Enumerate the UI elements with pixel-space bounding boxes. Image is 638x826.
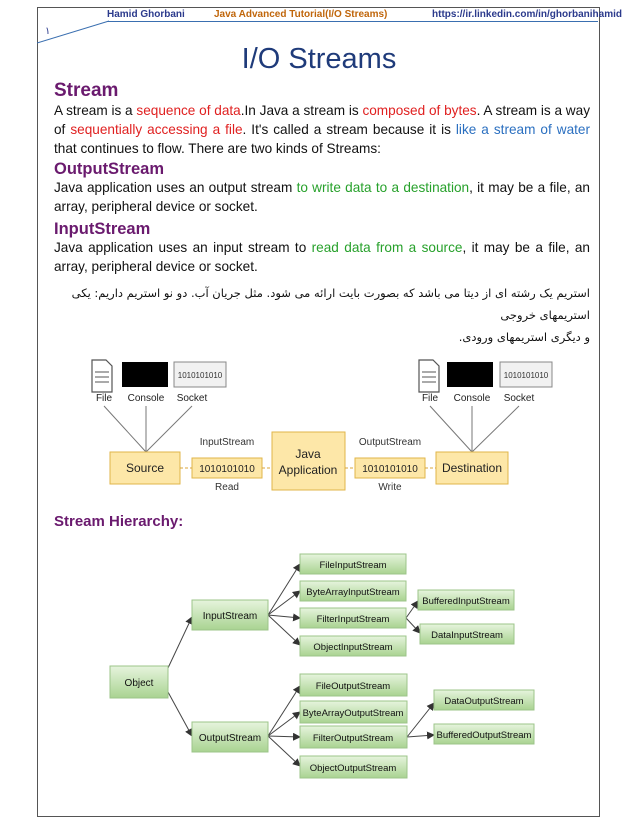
right-file-icon (419, 360, 439, 392)
node-datainputstream-label: DataInputStream (431, 630, 503, 641)
java-application-line2: Application (278, 463, 338, 477)
stream-flow-diagram (0, 350, 638, 500)
node-object-label: Object (124, 678, 154, 689)
node-fileinputstream-label: FileInputStream (319, 560, 387, 571)
page-title: I/O Streams (241, 43, 397, 75)
left-socket-label: Socket (176, 393, 208, 404)
stream-hierarchy-diagram (0, 540, 638, 790)
node-objectoutputstream-label: ObjectOutputStream (309, 763, 397, 774)
inputstream-paragraph: Java application uses an input stream to read data from a source, it may be a file, an array, peripheral device or socket. (54, 240, 590, 274)
outputstream-label: OutputStream (358, 437, 422, 448)
left-console-label: Console (127, 393, 165, 404)
left-file-icon (92, 360, 112, 392)
header-title: Java Advanced Tutorial(I/O Streams) (214, 9, 388, 20)
node-bytearrayinputstream-label: ByteArrayInputStream (306, 587, 400, 598)
right-socket-label: Socket (503, 393, 535, 404)
node-bytearrayoutputstream-label: ByteArrayOutputStream (302, 708, 404, 719)
header-author: Hamid Ghorbani (107, 9, 185, 20)
inputstream-label: InputStream (199, 437, 255, 448)
right-file-label: File (421, 393, 439, 404)
right-console-icon (447, 362, 493, 387)
page-number: ١ (45, 26, 51, 37)
destination-label: Destination (441, 461, 503, 475)
input-bits-label: 1010101010 (199, 464, 255, 475)
output-bits-label: 1010101010 (362, 464, 418, 475)
section-heading-hierarchy: Stream Hierarchy: (54, 513, 184, 530)
stream-paragraph: A stream is a sequence of data.In Java a stream is composed of bytes. A stream is a way of sequentially accessing a file. It's called a stream because it is like a stream of water that continues to flow. There are two kinds of Streams: (54, 103, 590, 156)
right-console-label: Console (453, 393, 491, 404)
node-fileoutputstream-label: FileOutputStream (315, 681, 391, 692)
section-heading-inputstream: InputStream (54, 220, 151, 238)
java-application-line1: Java (295, 447, 321, 461)
node-objectinputstream-label: ObjectInputStream (313, 642, 393, 653)
node-bufferedinputstream-label: BufferedInputStream (422, 596, 510, 607)
left-console-icon (122, 362, 168, 387)
right-socket-bits: 1010101010 (503, 371, 549, 380)
header-url[interactable]: https://ir.linkedin.com/in/ghorbanihamid (432, 9, 623, 20)
node-filterinputstream-label: FilterInputStream (316, 614, 390, 625)
node-inputstream-label: InputStream (202, 611, 258, 622)
source-label: Source (125, 461, 165, 475)
left-file-label: File (95, 393, 113, 404)
section-heading-stream: Stream (54, 80, 119, 101)
node-outputstream-label: OutputStream (198, 733, 262, 744)
node-dataoutputstream-label: DataOutputStream (444, 696, 524, 707)
write-label: Write (378, 482, 402, 493)
persian-paragraph: استریم یک رشته ای از دیتا می باشد که بصورت بایت ارائه می شود. مثل جریان آب. دو نو استریم داریم: یکی استریمهای خروجی و دیگری استریمهای ورودی. (71, 286, 590, 344)
java-application-box (272, 432, 345, 490)
left-socket-bits: 1010101010 (177, 371, 223, 380)
node-filteroutputstream-label: FilterOutputStream (312, 733, 394, 744)
section-heading-outputstream: OutputStream (54, 160, 165, 178)
node-bufferedoutputstream-label: BufferedOutputStream (436, 730, 532, 741)
read-label: Read (215, 482, 239, 493)
outputstream-paragraph: Java application uses an output stream to write data to a destination, it may be a file, an array, peripheral device or socket. (54, 180, 590, 214)
header-rule (107, 21, 598, 22)
